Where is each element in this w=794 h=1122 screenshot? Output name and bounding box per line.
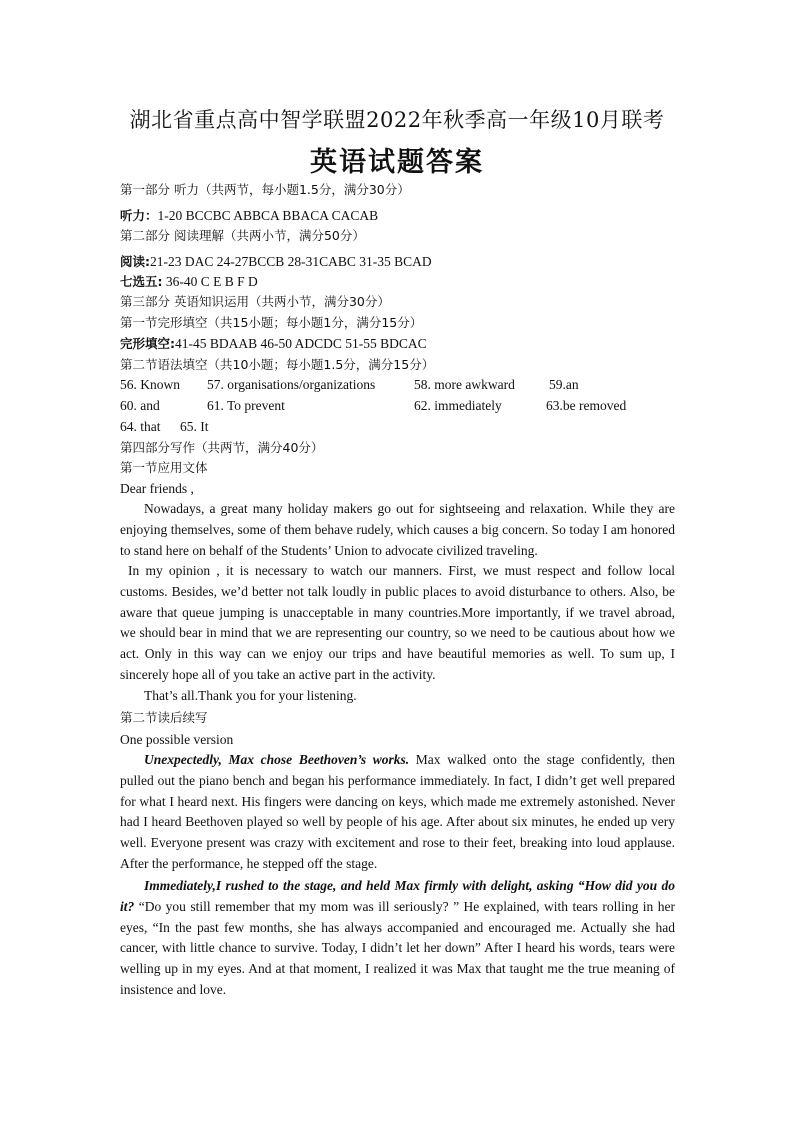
- reading-answers: 21-23 DAC 24-27BCCB 28-31CABC 31-35 BCAD: [150, 254, 432, 269]
- part4-heading: 第四部分写作（共两节，满分40分）: [120, 440, 324, 455]
- cloze-answers: 41-45 BDAAB 46-50 ADCDC 51-55 BDCAC: [175, 336, 427, 351]
- part3-heading: 第三部分 英语知识运用（共两小节，满分30分）: [120, 294, 390, 309]
- part2-heading: 第二部分 阅读理解（共两小节，满分50分）: [120, 228, 365, 243]
- story-paragraph-2-body: “Do you still remember that my mom was ill seriously? ” He explained, with tears rolling in her eyes, “In the past few months, she has always accompanied and encouraged me. Actually she had cancer, with little chance to survive. Today, I didn’t let her down” After I heard his words, tears were welling up in my eyes. And at that moment, I realized it was Max that taught me the true meaning of insistence and love.: [120, 898, 675, 997]
- listening-answers: 1-20 BCCBC ABBCA BBACA CACAB: [157, 208, 379, 223]
- essay-paragraph-2: In my opinion , it is necessary to watch our manners. First, we must respect and follow local customs. Besides, we’d better not talk loudly in public places to avoid disturbance to others. Also, be aware that queue jumping is unacceptable in many countries.More importantly, if we travel abroad, we should bear in mind that we are representing our country, so we need to be cautious about how we act. Only in this way can we enjoy our trips and have beautiful memories as well. To sum up, I sincerely hope all of you take an active part in the activity.: [120, 563, 675, 682]
- cloze-section-heading: 第一节完形填空（共15小题；每小题1分，满分15分）: [120, 315, 423, 330]
- seven-choose-five-answers: 36-40 C E B F D: [162, 274, 258, 289]
- essay-closing: That’s all.Thank you for your listening.: [144, 688, 357, 703]
- letter-greeting: Dear friends ,: [120, 481, 194, 496]
- practical-writing-heading: 第一节应用文体: [120, 460, 208, 475]
- listening-answers-line: [120, 208, 378, 224]
- grammar-answer: 63.be removed: [546, 398, 627, 413]
- grammar-section-heading: 第二节语法填空（共10小题；每小题1.5分，满分15分）: [120, 357, 435, 372]
- possible-version-label: One possible version: [120, 732, 234, 747]
- reading-label: 阅读:: [120, 254, 150, 269]
- grammar-answer: 60. and: [120, 398, 160, 413]
- page-subtitle: 英语试题答案: [310, 147, 484, 178]
- reading-answers-line: [120, 254, 432, 270]
- grammar-answer: 61. To prevent: [207, 398, 285, 413]
- part1-heading: 第一部分 听力（共两节，每小题1.5分，满分30分）: [120, 182, 410, 197]
- grammar-answer: 56. Known: [120, 377, 180, 392]
- seven-choose-five-line: [120, 274, 258, 290]
- grammar-answer: 59.an: [549, 377, 579, 392]
- seven-choose-five-label: 七选五:: [120, 274, 163, 289]
- story-paragraph-1: [120, 750, 675, 875]
- grammar-answer: 64. that: [120, 419, 161, 434]
- story-paragraph-1-opening: Unexpectedly, Max chose Beethoven’s works.: [144, 752, 410, 767]
- grammar-answer: 58. more awkward: [414, 377, 515, 392]
- grammar-answer: 57. organisations/organizations: [207, 377, 376, 392]
- story-paragraph-2: [120, 876, 675, 1001]
- page-title: 湖北省重点高中智学联盟2022年秋季高一年级10月联考: [129, 108, 665, 132]
- grammar-answer: 62. immediately: [414, 398, 502, 413]
- listening-label: 听力：: [120, 208, 158, 223]
- grammar-answer: 65. It: [180, 419, 209, 434]
- cloze-answers-line: [120, 336, 427, 352]
- continuation-writing-heading: 第二节读后续写: [120, 710, 208, 725]
- essay-paragraph-1: Nowadays, a great many holiday makers go out for sightseeing and relaxation. While they are enjoying themselves, some of them behave rudely, which causes a big concern. So today I am honored to stand here on behalf of the Students’ Union to advocate civilized traveling.: [120, 501, 675, 558]
- cloze-label: 完形填空:: [120, 336, 175, 351]
- story-paragraph-1-body: Max walked onto the stage confidently, then pulled out the piano bench and began his performance immediately. In fact, I didn’t get well prepared for what I heard next. His fingers were dancing on keys, which made me extremely astonished. Never had I heard Beethoven played so well by people of his age. After about six minutes, he ended up very well. Everyone present was crazy with excitement and rose to their feet, breaking into loud applause. After the performance, he stepped off the stage.: [120, 752, 675, 871]
- story-paragraph-2-opening: Immediately,I rushed to the stage, and held Max firmly with delight, asking “How did you do it?: [120, 878, 675, 914]
